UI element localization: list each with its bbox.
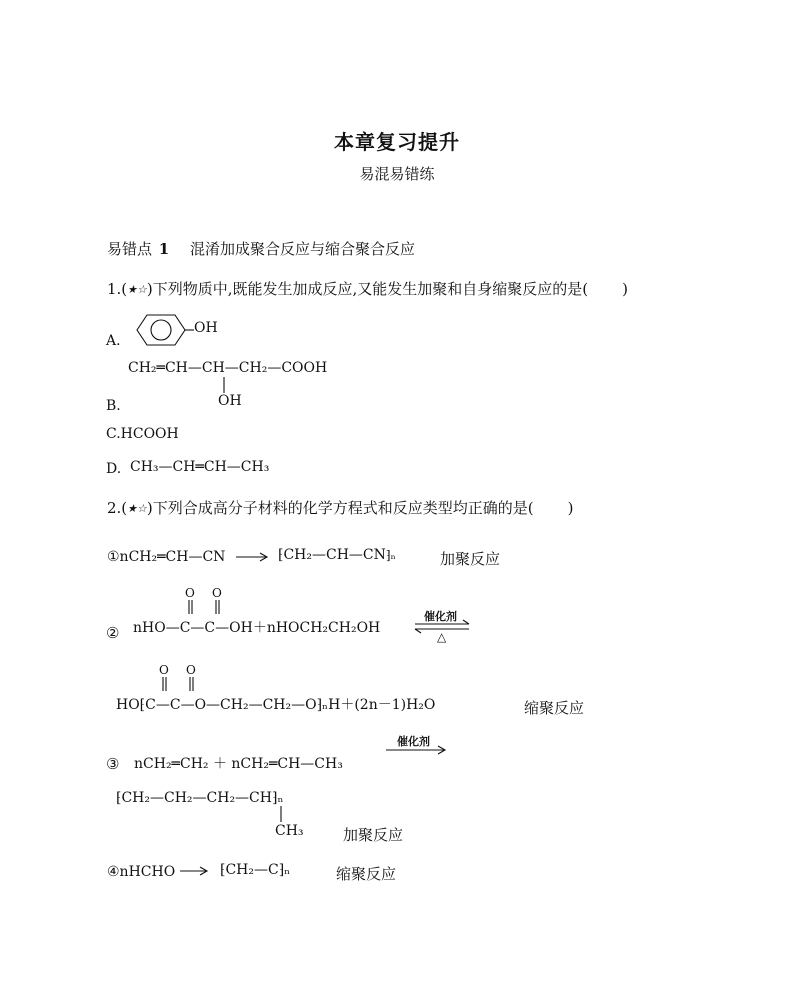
eq4-arrow-icon	[180, 866, 212, 876]
eq2-product-double-bonds	[160, 677, 200, 693]
difficulty-star-icon: ★☆	[127, 283, 147, 296]
eq3-arrow-icon	[386, 745, 448, 755]
option-a-label: A.	[106, 333, 121, 349]
eq4-reaction-type: 缩聚反应	[336, 865, 397, 883]
eq2-product-o-2: O	[186, 663, 196, 677]
section-number: 1	[158, 240, 170, 258]
eq3-number: ③	[106, 755, 120, 773]
eq4-reactant: ④nHCHO	[107, 864, 176, 880]
eq1-reactant: ①nCH₂═CH—CN	[107, 549, 226, 565]
page-title: 本章复习提升	[334, 130, 460, 154]
eq1-product: ⁅CH₂—CH—CN⁆ₙ	[278, 547, 396, 563]
eq2-carbonyl-o-2: O	[212, 586, 222, 600]
eq2-product: HO⁅C—C—O—CH₂—CH₂—O⁆ₙH＋(2n－1)H₂O	[116, 697, 436, 713]
option-d-formula: CH₃—CH═CH—CH₃	[130, 459, 270, 475]
section-heading	[107, 238, 415, 259]
option-d-label: D.	[106, 461, 122, 477]
eq3-reaction-type: 加聚反应	[343, 826, 404, 844]
eq2-double-bonds	[186, 600, 226, 616]
eq2-reactants: nHO—C—C—OH＋nHOCH₂CH₂OH	[133, 620, 381, 636]
eq3-branch-bond	[279, 806, 283, 824]
eq2-carbonyl-o-1: O	[185, 586, 195, 600]
option-c: C.HCOOH	[106, 426, 179, 442]
eq3-catalyst: 催化剂	[397, 735, 430, 748]
eq2-product-o-1: O	[159, 663, 169, 677]
eq2-reaction-type: 缩聚反应	[524, 699, 585, 717]
difficulty-star-icon: ★☆	[127, 502, 147, 515]
question-1-stem: 1.(★☆)下列物质中,既能发生加成反应,又能发生加聚和自身缩聚反应的是( )	[107, 280, 629, 298]
page-subtitle: 易混易错练	[359, 165, 435, 183]
eq2-heat: △	[437, 630, 447, 644]
benzene-ring-icon	[132, 312, 202, 348]
eq3-reactants: nCH₂═CH₂ ＋ nCH₂═CH—CH₃	[134, 756, 343, 772]
section-label: 易错点	[107, 240, 153, 258]
option-a-hydroxyl: OH	[194, 320, 218, 336]
eq3-branch: CH₃	[275, 823, 304, 839]
eq1-arrow-icon	[236, 552, 270, 562]
option-b-formula: CH₂═CH—CH—CH₂—COOH	[128, 360, 328, 376]
eq2-catalyst: 催化剂	[424, 610, 457, 623]
question-2-stem: 2.(★☆)下列合成高分子材料的化学方程式和反应类型均正确的是( )	[107, 499, 574, 517]
eq3-product: ⁅CH₂—CH₂—CH₂—CH⁆ₙ	[116, 790, 284, 806]
option-b-label: B.	[106, 398, 121, 414]
section-text: 混淆加成聚合反应与缩合聚合反应	[190, 240, 416, 258]
eq4-product: ⁅CH₂—C⁆ₙ	[220, 862, 291, 878]
option-b-branch: OH	[218, 393, 242, 409]
eq1-reaction-type: 加聚反应	[440, 550, 501, 568]
eq2-number: ②	[106, 624, 120, 642]
